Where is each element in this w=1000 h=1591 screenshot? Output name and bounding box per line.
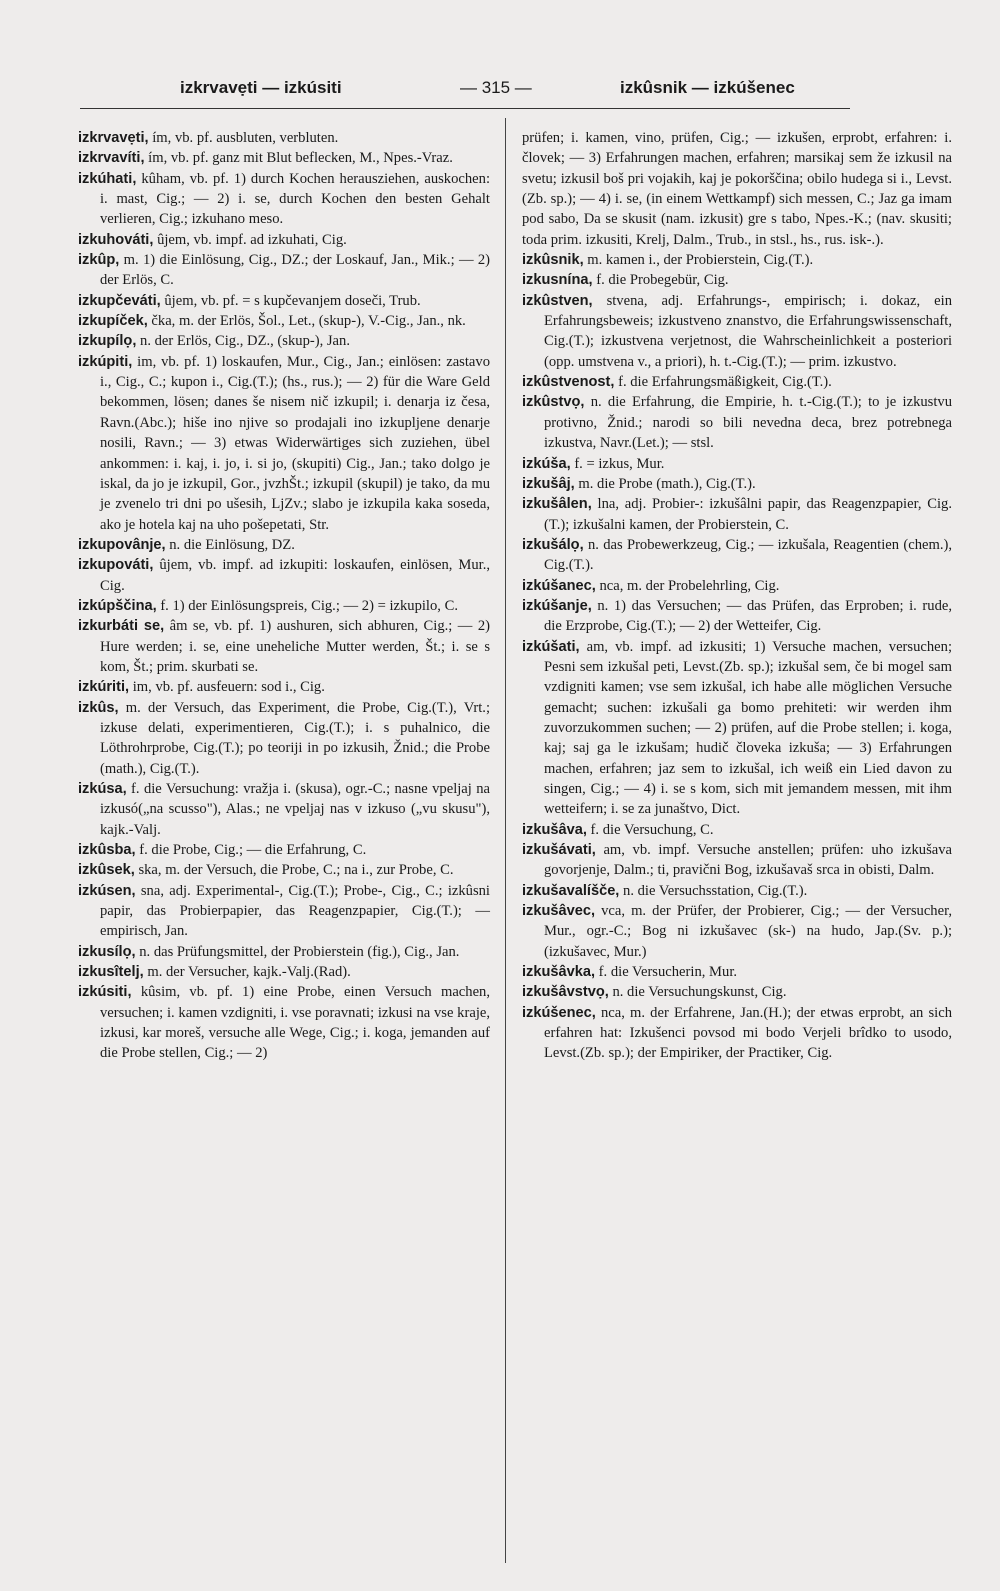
- entry-definition: m. der Versucher, kajk.-Valj.(Rad).: [143, 964, 351, 981]
- entry-definition: ska, m. der Versuch, die Probe, C.; na i., zur Probe, C.: [134, 862, 454, 879]
- entry-headword: izkušâva,: [522, 821, 587, 838]
- entry-definition: f. 1) der Einlösungspreis, Cig.; — 2) = izkupilo, C.: [156, 597, 458, 614]
- dictionary-entry: [522, 840, 952, 881]
- entry-definition: âm se, vb. pf. 1) aushuren, sich abhuren, Cig.; — 2) Hure werden; i. se, eine uneheliche Mutter werden, Št.; i. se s kom, Št.; prim. skurbati se.: [100, 618, 490, 675]
- dictionary-entry: [78, 352, 490, 535]
- entry-definition: f. die Probe, Cig.; — die Erfahrung, C.: [135, 842, 367, 859]
- dictionary-entry: [78, 331, 490, 351]
- dictionary-entry: [78, 555, 490, 596]
- entry-headword: izkušâvka,: [522, 964, 596, 981]
- dictionary-entry: [522, 454, 952, 474]
- dictionary-entry: [78, 840, 490, 860]
- dictionary-entry: [78, 230, 490, 250]
- dictionary-entry: [522, 820, 952, 840]
- entry-definition: kûham, vb. pf. 1) durch Kochen herausziehen, auskochen: i. mast, Cig.; — 2) i. se, durch Kochen den besten Gehalt verlieren, Cig.; izkuhano meso.: [100, 170, 490, 228]
- column-divider: [505, 118, 506, 1563]
- dictionary-entry: [522, 392, 952, 453]
- entry-headword: izkrvavíti,: [78, 150, 145, 167]
- entry-definition: f. die Probegebür, Cig.: [592, 272, 729, 289]
- entry-definition: f. die Versuchung: vražja i. (skusa), ogr.-C.; nasne vpeljaj na izkusó(„na scusso"), Alas.; ne vpeljaj nas v izkuso („vu skusu"), kajk.-Valj.: [100, 781, 490, 838]
- dictionary-entry: [522, 901, 952, 962]
- entry-definition: f. die Versucherin, Mur.: [595, 964, 738, 981]
- entry-headword: izkúšanje,: [522, 597, 592, 614]
- dictionary-entry: [78, 677, 490, 697]
- dictionary-entry: [78, 942, 490, 962]
- entry-headword: izkušâlen,: [522, 496, 592, 513]
- entry-headword: izkuhováti,: [78, 231, 154, 248]
- entry-headword: izkusnína,: [522, 272, 593, 289]
- header-rule: [80, 108, 850, 109]
- entry-definition: im, vb. pf. 1) loskaufen, Mur., Cig., Jan.; einlösen: zastavo i., Cig., C.; kupon i., Cig.(T.); (hs., rus.); — 2) für die Ware Geld bekommen, lösen; danes še nisem nič izkupil; i. denarja iz česa, Ravn.(Abc.); hiše ino njive so prodajali ino izkupljene denarje nosili, Ravn.; — 3) etwas Widerwärtiges sich zuziehen, übel ankommen: i. kaj, i. jo, i. si jo, (skupiti) Cig., Jan.; tako dolgo je iskal, da jo je izkupil, Gor., jvzhŠt.; izkupil (skupil) je tako, da mu je zvenelo tri dni po ušesih, LjZv.; slabo je izkupila kaka soseda, ako je hotela kaj na uho pošepetati, Str.: [100, 353, 490, 533]
- entry-headword: izkupčeváti,: [78, 292, 161, 309]
- entry-definition: čka, m. der Erlös, Šol., Let., (skup-), V.-Cig., Jan., nk.: [147, 313, 466, 330]
- entry-headword: izkušâvstvọ,: [522, 984, 609, 1001]
- dictionary-entry: [522, 576, 952, 596]
- entry-definition: sna, adj. Experimental-, Cig.(T.); Probe-, Cig., C.; izkûsni papir, das Probierpapier, das Reagenzpapier, Cig.(T.); — empirisch, Jan.: [100, 882, 490, 940]
- entry-definition: ûjem, vb. impf. ad izkuhati, Cig.: [153, 231, 347, 248]
- entry-definition: stvena, adj. Erfahrungs-, empirisch; i. dokaz, ein Erfahrungsbeweis; izkustveno znanstvo, die Erfahrungswissenschaft, Cig.(T.); izkustvena verjetnost, die Wahrscheinlichkeit a posteriori (opp. umstvena v., a priori), h. t.-Cig.(T.); — prim. izkustvo.: [544, 292, 952, 370]
- dictionary-entry: [522, 250, 952, 270]
- entry-definition: n. die Versuchsstation, Cig.(T.).: [619, 882, 808, 899]
- entry-definition: n. die Erfahrung, die Empirie, h. t.-Cig.(T.); to je izkustvu protivno, Žnid.; narodi so bili nevedna deca, brez potrebnega izkustva, Navr.(Let.); — stsl.: [544, 394, 952, 452]
- entry-headword: izkupíček,: [78, 313, 148, 330]
- entry-headword: izkupováti,: [78, 557, 154, 574]
- entry-headword: izkûsek,: [78, 862, 135, 879]
- entry-headword: izkušâj,: [522, 475, 575, 492]
- dictionary-entry: [78, 128, 490, 148]
- dictionary-entry: [78, 596, 490, 616]
- dictionary-entry: [78, 779, 490, 840]
- entry-headword: izkusîtelj,: [78, 964, 144, 981]
- entry-headword: izkúšati,: [522, 638, 580, 655]
- entry-definition: lna, adj. Probier-: izkušâlni papir, das Reagenzpapier, Cig.(T.); izkušalni kamen, der Probierstein, C.: [544, 496, 952, 533]
- entry-headword: izkûstvenost,: [522, 374, 615, 391]
- entry-definition: n. 1) das Versuchen; — das Prüfen, das Erproben; i. rude, die Erzprobe, Cig.(T.); — 2) der Wetteifer, Cig.: [544, 597, 952, 635]
- entry-definition: ím, vb. pf. ganz mit Blut beflecken, M., Npes.-Vraz.: [144, 150, 453, 167]
- entry-definition: ûjem, vb. impf. ad izkupiti: loskaufen, einlösen, Mur., Cig.: [100, 557, 490, 594]
- entry-definition: n. die Versuchungskunst, Cig.: [608, 984, 787, 1001]
- entry-headword: izkûstvọ,: [522, 394, 585, 411]
- dictionary-entry: [78, 535, 490, 555]
- dictionary-entry: [522, 962, 952, 982]
- entry-headword: izkúsiti,: [78, 984, 132, 1001]
- dictionary-entry: [522, 596, 952, 637]
- entry-headword: izkúhati,: [78, 170, 137, 187]
- entry-headword: izkúšanec,: [522, 577, 596, 594]
- entry-definition: m. kamen i., der Probierstein, Cig.(T.).: [583, 252, 814, 269]
- left-column: [78, 128, 490, 1064]
- dictionary-entry: [522, 128, 952, 250]
- entry-definition: f. = izkus, Mur.: [570, 455, 665, 472]
- entry-headword: izkúpščina,: [78, 597, 157, 614]
- dictionary-entry: [78, 881, 490, 942]
- entry-definition: vca, m. der Prüfer, der Probierer, Cig.; — der Versucher, Mur., ogr.-C.; Bog ni izkušavec (sk-) na hudo, Jap.(Sv. p.); (izkušavec, Mur.): [544, 903, 952, 960]
- dictionary-entry: [522, 372, 952, 392]
- entry-headword: izkûstven,: [522, 292, 593, 309]
- entry-definition: n. der Erlös, Cig., DZ., (skup-), Jan.: [136, 333, 350, 350]
- entry-headword: izkusílọ,: [78, 943, 136, 960]
- right-column: [522, 128, 952, 1064]
- dictionary-entry: [78, 148, 490, 168]
- entry-definition: f. die Erfahrungsmäßigkeit, Cig.(T.).: [614, 374, 832, 391]
- entry-headword: izkupílọ,: [78, 333, 137, 350]
- entry-headword: izkûp,: [78, 252, 120, 269]
- dictionary-entry: [78, 982, 490, 1063]
- entry-headword: izkûsnik,: [522, 252, 584, 269]
- dictionary-entry: [78, 250, 490, 291]
- header-right-guide: izkûsnik — izkúšenec: [620, 78, 795, 97]
- dictionary-entry: [78, 698, 490, 779]
- dictionary-entry: [78, 311, 490, 331]
- entry-headword: izkušavalíšče,: [522, 882, 620, 899]
- entry-headword: izkurbáti se,: [78, 618, 165, 635]
- entry-headword: izkúšenec,: [522, 1004, 596, 1021]
- entry-headword: izkûsba,: [78, 842, 136, 859]
- entry-definition: nca, m. der Probelehrling, Cig.: [595, 577, 780, 594]
- entry-definition: im, vb. pf. ausfeuern: sod i., Cig.: [129, 679, 325, 696]
- entry-headword: izkušâvec,: [522, 903, 596, 920]
- entry-headword: izkúsen,: [78, 882, 136, 899]
- entry-definition: ûjem, vb. pf. = s kupčevanjem doseči, Trub.: [160, 292, 421, 309]
- dictionary-entry: [522, 637, 952, 820]
- dictionary-entry: [522, 270, 952, 290]
- entry-headword: izkúša,: [522, 455, 571, 472]
- entry-headword: izkušávati,: [522, 842, 596, 859]
- dictionary-entry: [522, 982, 952, 1002]
- dictionary-entry: [522, 494, 952, 535]
- dictionary-entry: [522, 881, 952, 901]
- dictionary-entry: [78, 291, 490, 311]
- entry-headword: izkúpiti,: [78, 353, 133, 370]
- entry-definition: kûsim, vb. pf. 1) eine Probe, einen Versuch machen, versuchen; i. kamen vzdigniti, i. vse poravnati; izkusi na vse kraje, izkusi, kar moreš, versuche alle Wege, Cig.; i. koga, jemanden auf die Probe stellen, Cig.; — 2): [100, 984, 490, 1062]
- dictionary-entry: [522, 535, 952, 576]
- running-header: [80, 74, 850, 104]
- entry-headword: izkupovânje,: [78, 536, 166, 553]
- entry-definition: m. die Probe (math.), Cig.(T.).: [574, 475, 756, 492]
- entry-definition: n. das Probewerkzeug, Cig.; — izkušala, Reagentien (chem.), Cig.(T.).: [544, 536, 952, 574]
- page-number: — 315 —: [460, 78, 532, 97]
- entry-definition: n. die Einlösung, DZ.: [165, 536, 295, 553]
- entry-definition: am, vb. impf. ad izkusiti; 1) Versuche machen, versuchen; Pesni sem izkušal peti, Levst.(Zb. sp.); izkušal sem, če bi mogel sam vzdigniti kamen; vse sem izkušal, ich habe alle möglichen Versuche gemacht; suchen: izkušali ga bomo prehiteti: wir werden ihm zuvorzukommen suchen; — 2) prüfen, auf die Probe stellen; i. koga, kaj; saj ga le izkušam; hudič človeka izkuša; — 3) Erfahrungen machen, erfahren; jaz sem to izkušal, ich weiß ein Lied davon zu singen, Cig.; — 4) i. se s kom, sich mit jemandem messen, mit ihm wetteifern; i. se za junaštvo, Dict.: [544, 638, 952, 818]
- dictionary-entry: [78, 616, 490, 677]
- dictionary-entry: [522, 1003, 952, 1064]
- dictionary-entry: [78, 860, 490, 880]
- header-left-guide: izkrvavẹti — izkúsiti: [180, 78, 342, 97]
- dictionary-entry: [78, 169, 490, 230]
- entry-definition: m. 1) die Einlösung, Cig., DZ.; der Loskauf, Jan., Mik.; — 2) der Erlös, C.: [100, 252, 490, 289]
- entry-headword: izkûs,: [78, 699, 119, 716]
- entry-headword: izkrvavẹti,: [78, 130, 149, 146]
- entry-definition: am, vb. impf. Versuche anstellen; prüfen: uho izkušava govorjenje, Dalm.; ti, pravični Bog, izkušavaš srca in obisti, Dalm.: [544, 842, 952, 879]
- entry-definition: prüfen; i. kamen, vino, prüfen, Cig.; — izkušen, erprobt, erfahren: i. človek; — 3) Erfahrungen machen, erfahren; marsikaj sem že izkusil na svetu; izkusil boš pri vojakih, kaj je pokorščina; obilo hudega si i., Levst.(Zb. sp.); — 4) i. se, (in einem Wettkampf) sich messen, C.; Jaz ga imam pod sabo, Da se skusit (nam. izkusit) gre s tabo, Npes.-K.; (nav. skusiti; toda prim. izkusiti, Krelj, Dalm., Trub., in stsl., hs., rus. isk-.).: [522, 130, 952, 248]
- entry-headword: izkúriti,: [78, 679, 130, 696]
- entry-definition: f. die Versuchung, C.: [586, 821, 714, 838]
- entry-definition: nca, m. der Erfahrene, Jan.(H.); der etwas erprobt, an sich erfahren hat: Izkušenci povsod mi bodo Verjeli brîdko to usodo, Levst.(Zb. sp.); der Empiriker, der Practiker, Cig.: [544, 1004, 952, 1062]
- dictionary-entry: [78, 962, 490, 982]
- entry-headword: izkúsa,: [78, 781, 127, 797]
- entry-headword: izkušálọ,: [522, 536, 584, 553]
- entry-definition: ím, vb. pf. ausbluten, verbluten.: [148, 130, 339, 146]
- entry-definition: n. das Prüfungsmittel, der Probierstein (fig.), Cig., Jan.: [135, 943, 460, 960]
- entry-definition: m. der Versuch, das Experiment, die Probe, Cig.(T.), Vrt.; izkuse delati, experimentieren, Cig.(T.); i. s puhalnico, die Löthrohrprobe, Cig.(T.); po teoriji in po izkusih, Žnid.; die Probe (math.), Cig.(T.).: [100, 699, 490, 777]
- dictionary-entry: [522, 474, 952, 494]
- dictionary-entry: [522, 291, 952, 372]
